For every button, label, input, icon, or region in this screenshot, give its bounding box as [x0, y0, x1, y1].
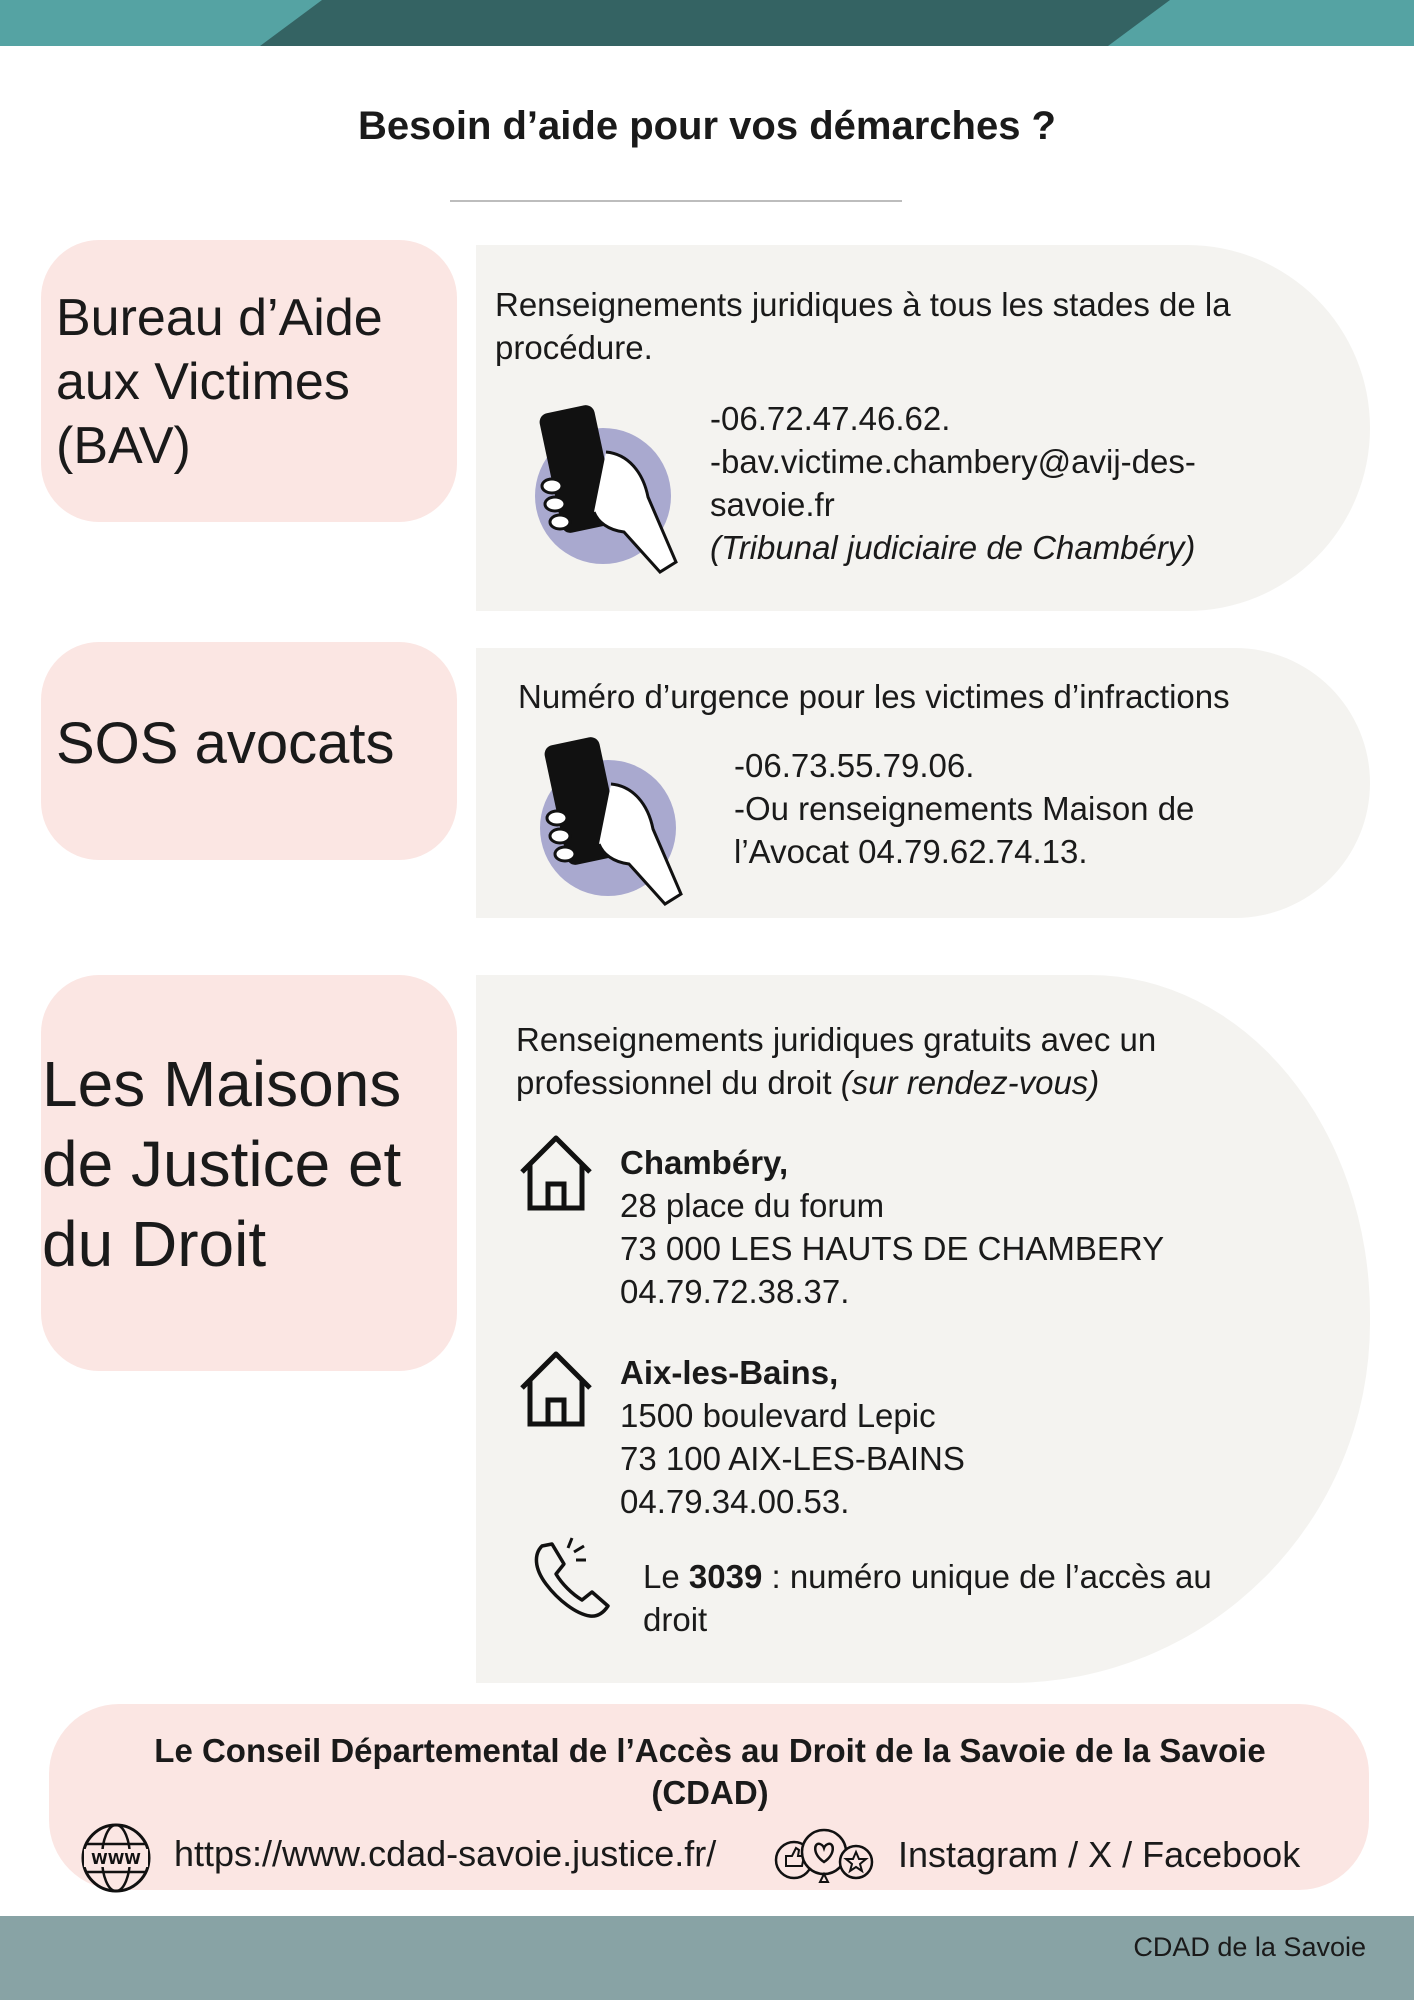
- office-aix: [620, 1351, 1360, 1523]
- office-street: 1500 boulevard Lepic: [620, 1397, 936, 1434]
- hotline-number[interactable]: 3039: [688, 1558, 763, 1595]
- page-title: Besoin d’aide pour vos démarches ?: [358, 104, 1056, 148]
- office-street: 28 place du forum: [620, 1187, 885, 1224]
- mjd-label-line-2: de Justice et: [42, 1128, 402, 1200]
- sos-description: Numéro d’urgence pour les victimes d’infractions: [518, 678, 1230, 715]
- office-postal: 73 100 AIX-LES-BAINS: [620, 1440, 965, 1477]
- mjd-description: [516, 1018, 1356, 1104]
- bav-location: (Tribunal judiciaire de Chambéry): [710, 529, 1196, 566]
- sos-alt-line-2[interactable]: l’Avocat 04.79.62.74.13.: [734, 833, 1088, 870]
- house-icon: [518, 1350, 594, 1428]
- bav-label-line-2: aux Victimes: [56, 353, 350, 411]
- bav-email-line-2[interactable]: savoie.fr: [710, 486, 835, 523]
- bav-label-line-1: Bureau d’Aide: [56, 289, 383, 347]
- sos-phone[interactable]: -06.73.55.79.06.: [734, 747, 975, 784]
- office-postal: 73 000 LES HAUTS DE CHAMBERY: [620, 1230, 1165, 1267]
- mjd-label-line-1: Les Maisons: [42, 1048, 402, 1120]
- phone-in-hand-icon: [528, 734, 688, 906]
- bav-email-line-1[interactable]: -bav.victime.chambery@avij-des-: [710, 443, 1196, 480]
- globe-www-icon: [80, 1822, 152, 1894]
- mjd-desc-line-2: professionnel du droit: [516, 1064, 832, 1101]
- office-city: Chambéry,: [620, 1144, 789, 1181]
- bav-label: [56, 286, 383, 478]
- office-phone[interactable]: 04.79.34.00.53.: [620, 1483, 850, 1520]
- telephone-icon: [528, 1532, 622, 1622]
- social-reactions-icon: [770, 1826, 878, 1890]
- mjd-label: [42, 1044, 401, 1284]
- office-phone[interactable]: 04.79.72.38.37.: [620, 1273, 850, 1310]
- hotline-info: [643, 1555, 1343, 1641]
- hotline-suffix: : numéro unique de l’accès au: [771, 1558, 1212, 1595]
- mjd-desc-appointment: (sur rendez-vous): [840, 1064, 1100, 1101]
- mjd-desc-line-1: Renseignements juridiques gratuits avec un: [516, 1021, 1157, 1058]
- bav-desc-line-1: Renseignements juridiques à tous les stades de la: [495, 286, 1231, 323]
- bottom-credit: CDAD de la Savoie: [1133, 1932, 1366, 1962]
- phone-in-hand-icon: [528, 402, 678, 574]
- hotline-suffix-line-2: droit: [643, 1601, 708, 1638]
- sos-contact: [734, 744, 1354, 873]
- sos-alt-line-1: -Ou renseignements Maison de: [734, 790, 1195, 827]
- house-icon: [518, 1134, 594, 1212]
- footer-url[interactable]: https://www.cdad-savoie.justice.fr/: [174, 1833, 717, 1874]
- bav-contact: [710, 397, 1350, 569]
- mjd-label-line-3: du Droit: [42, 1208, 267, 1280]
- top-banner-stripe: [260, 0, 1170, 46]
- footer-title: Le Conseil Départemental de l’Accès au Droit de la Savoie de la Savoie (CDAD): [154, 1732, 1266, 1811]
- sos-label: SOS avocats: [56, 711, 395, 776]
- bav-description: [495, 283, 1355, 369]
- bav-label-line-3: (BAV): [56, 417, 191, 475]
- www-icon-text: WWW: [91, 1850, 141, 1868]
- footer-social[interactable]: Instagram / X / Facebook: [898, 1834, 1301, 1875]
- bav-phone[interactable]: -06.72.47.46.62.: [710, 400, 951, 437]
- title-divider: [450, 200, 902, 202]
- office-city: Aix-les-Bains,: [620, 1354, 839, 1391]
- bav-desc-line-2: procédure.: [495, 329, 653, 366]
- hotline-prefix: Le: [643, 1558, 680, 1595]
- office-chambery: [620, 1141, 1360, 1313]
